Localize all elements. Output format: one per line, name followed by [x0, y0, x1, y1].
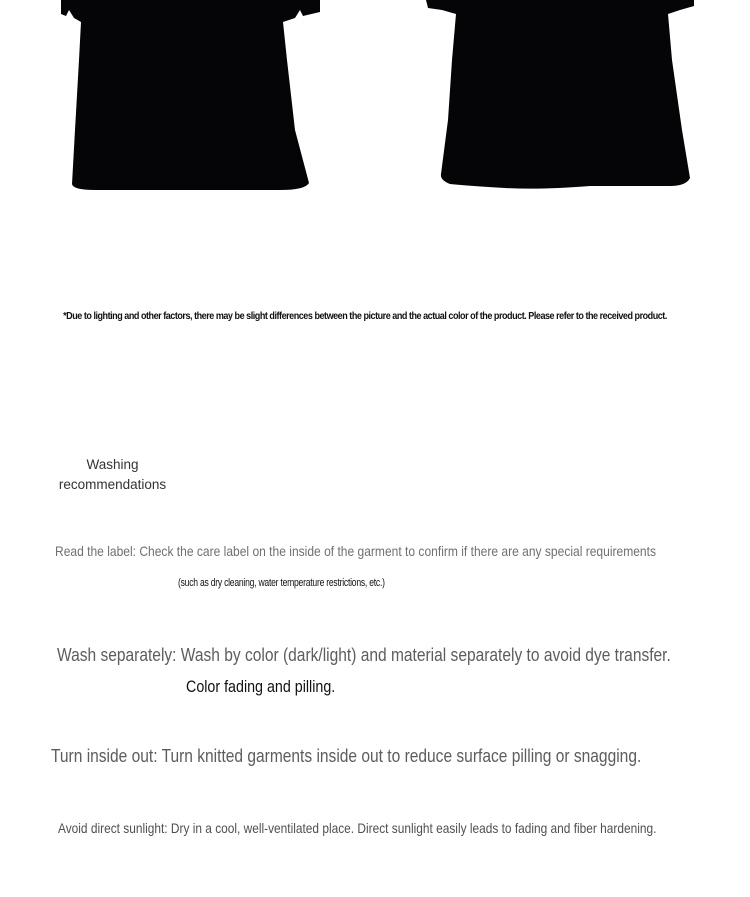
- care-item-wash-separately: Wash separately: Wash by color (dark/light) and material separately to avoid dye transfer.: [57, 644, 671, 665]
- care-item-wash-separately-note: Color fading and pilling.: [186, 677, 336, 696]
- title-line-2: recommendations: [58, 477, 167, 492]
- black-dress-back-illustration: [420, 0, 705, 200]
- care-item-turn-inside-out: Turn inside out: Turn knitted garments inside out to reduce surface pilling or snagging.: [51, 745, 642, 766]
- care-item-read-label: Read the label: Check the care label on the inside of the garment to confirm if there are any special requirements: [55, 543, 657, 559]
- black-dress-front-illustration: [55, 0, 330, 200]
- care-item-avoid-sunlight: Avoid direct sunlight: Dry in a cool, well-ventilated place. Direct sunlight easily leads to fading and fiber hardening.: [58, 820, 657, 836]
- title-line-1: Washing: [86, 457, 139, 472]
- washing-recommendations-title: [50, 455, 175, 495]
- product-image-back: [420, 0, 705, 200]
- product-image-front: [55, 0, 330, 200]
- care-item-read-label-note: (such as dry cleaning, water temperature restrictions, etc.): [178, 577, 385, 589]
- color-disclaimer: *Due to lighting and other factors, there may be slight differences between the picture and the actual color of the product. Please refer to the received product.: [63, 310, 667, 322]
